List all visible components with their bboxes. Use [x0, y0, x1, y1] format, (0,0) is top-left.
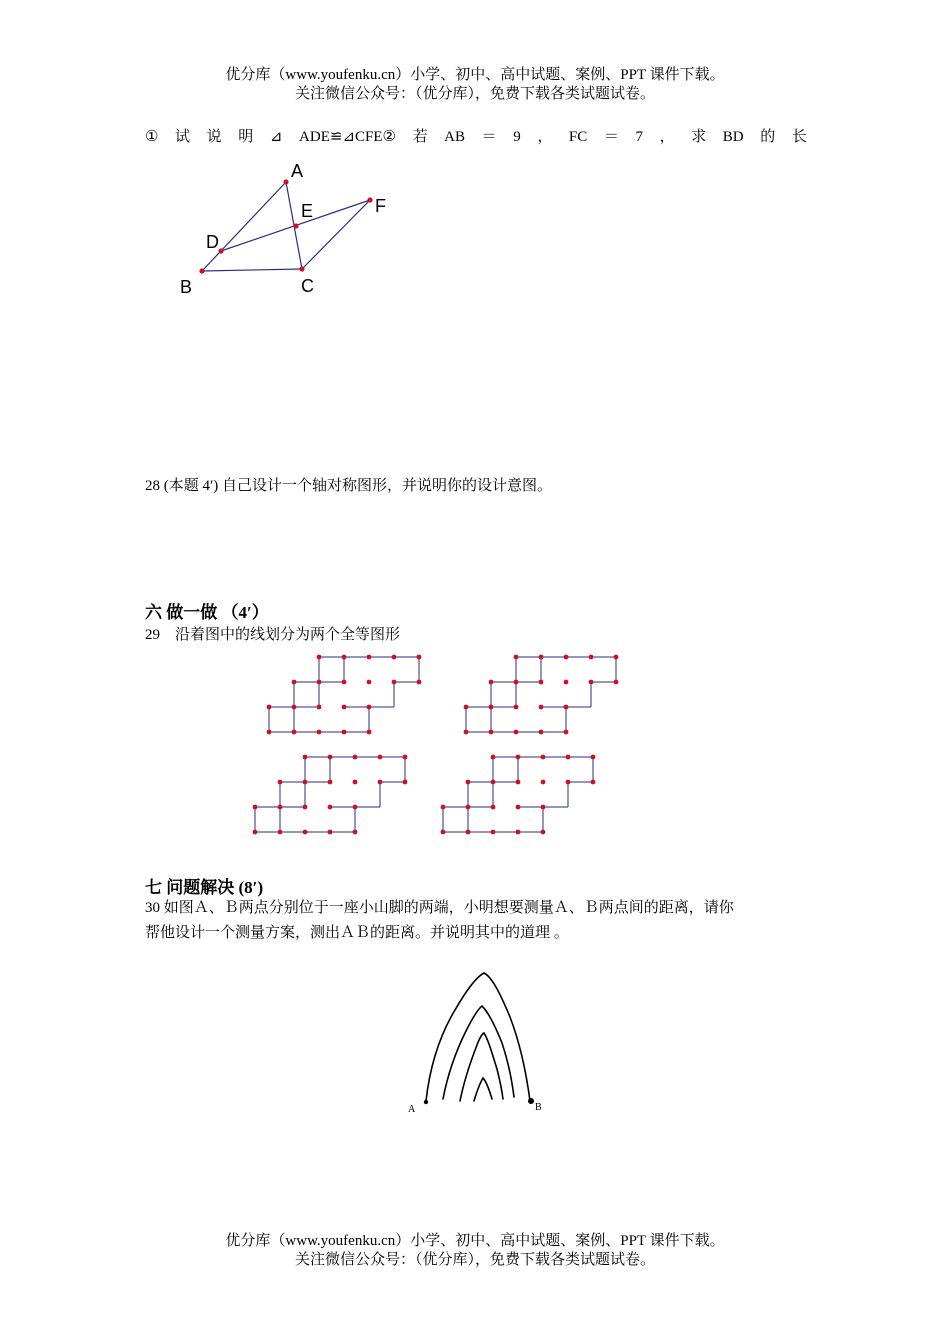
q27-token: ，: [659, 129, 675, 145]
grid-dot: [514, 680, 519, 685]
grid-dot: [514, 730, 519, 735]
grid-figures: [240, 645, 660, 845]
grid-dot: [328, 755, 333, 760]
q27-token: 求: [691, 129, 707, 145]
q27-token: ①: [145, 129, 159, 145]
grid-dot: [317, 680, 322, 685]
grid-dot: [367, 705, 372, 710]
question-29-text: 29 沿着图中的线划分为两个全等图形: [145, 627, 401, 643]
grid-dot: [539, 705, 544, 710]
q27-token: ⊿: [269, 129, 283, 145]
segment-ba: [202, 182, 286, 271]
grid-dot: [303, 830, 308, 835]
grid-dot: [539, 680, 544, 685]
q27-token: ＝: [481, 129, 497, 145]
point-a-mark: [424, 1100, 428, 1104]
q27-token: BD: [722, 129, 744, 145]
grid-dot: [564, 655, 569, 660]
q27-token: 9: [513, 129, 521, 145]
grid-dot: [328, 805, 333, 810]
contour-line-1: [426, 973, 530, 1101]
grid-dot: [392, 680, 397, 685]
grid-dot: [378, 755, 383, 760]
grid-dot: [403, 780, 408, 785]
point-e: [293, 223, 298, 228]
question-30-line-1: 30 如图Ａ、Ｂ两点分别位于一座小山脚的两端，小明想要测量Ａ、Ｂ两点间的距离，请你: [145, 900, 734, 916]
grid-dot: [541, 780, 546, 785]
grid-dot: [491, 830, 496, 835]
section-7-heading: 七 问题解决 (8′): [145, 878, 264, 897]
grid-dot: [489, 730, 494, 735]
grid-dot: [353, 780, 358, 785]
grid-dot: [353, 755, 358, 760]
grid-dot: [539, 730, 544, 735]
q27-token: FC: [568, 129, 588, 145]
grid-dot: [441, 805, 446, 810]
q27-token: 试: [175, 129, 191, 145]
mountain-figure: [400, 965, 560, 1125]
grid-dot: [589, 655, 594, 660]
grid-dot: [614, 655, 619, 660]
grid-dot: [367, 655, 372, 660]
grid-dot: [489, 705, 494, 710]
grid-dot: [514, 705, 519, 710]
label-c: C: [301, 276, 314, 296]
grid-dot: [292, 705, 297, 710]
point-b-mark: [528, 1098, 534, 1104]
grid-dot: [303, 755, 308, 760]
grid-dot: [303, 805, 308, 810]
triangle-figure: [170, 155, 410, 305]
grid-dot: [564, 680, 569, 685]
label-d: D: [206, 232, 219, 252]
contour-line-2: [443, 1006, 514, 1099]
grid-dot: [466, 780, 471, 785]
grid-dot: [378, 780, 383, 785]
footer-line-2: 关注微信公众号：（优分库），免费下载各类试题试卷。: [294, 1252, 655, 1268]
grid-shape-2: [464, 655, 619, 735]
contour-line-3: [460, 1033, 503, 1101]
q27-token: 明: [238, 129, 254, 145]
grid-shape-4: [441, 755, 596, 835]
q27-token: ，: [537, 129, 553, 145]
grid-dot: [317, 705, 322, 710]
grid-dot: [591, 755, 596, 760]
label-f: F: [375, 196, 386, 216]
point-b: [199, 268, 204, 273]
grid-dot: [491, 805, 496, 810]
grid-dot: [292, 680, 297, 685]
grid-dot: [516, 830, 521, 835]
mountain-label-a: A: [408, 1104, 416, 1115]
grid-dot: [516, 755, 521, 760]
mountain-label-b: B: [535, 1102, 542, 1113]
grid-dot: [253, 830, 258, 835]
grid-dot: [367, 680, 372, 685]
grid-dot: [516, 780, 521, 785]
question-27-text: [145, 127, 807, 147]
grid-dot: [417, 680, 422, 685]
grid-dot: [417, 655, 422, 660]
grid-dot: [267, 705, 272, 710]
point-f: [367, 197, 372, 202]
grid-dot: [403, 755, 408, 760]
grid-dot: [541, 805, 546, 810]
segment-bc: [202, 269, 302, 271]
grid-dot: [342, 655, 347, 660]
grid-dot: [253, 805, 258, 810]
grid-dot: [441, 830, 446, 835]
grid-dot: [539, 655, 544, 660]
q27-token: ＝: [603, 129, 619, 145]
q27-token: 说: [206, 129, 222, 145]
grid-dot: [342, 680, 347, 685]
point-c: [299, 266, 304, 271]
header-line-1: 优分库（www.youfenku.cn）小学、初中、高中试题、案例、PPT 课件下载。: [225, 67, 725, 83]
grid-dot: [353, 830, 358, 835]
grid-dot: [303, 780, 308, 785]
grid-dot: [353, 805, 358, 810]
grid-dot: [328, 830, 333, 835]
grid-dot: [292, 730, 297, 735]
point-d: [218, 248, 223, 253]
point-a: [283, 179, 288, 184]
grid-dot: [566, 780, 571, 785]
grid-dot: [342, 705, 347, 710]
label-e: E: [301, 201, 314, 221]
grid-dot: [392, 655, 397, 660]
grid-dot: [328, 780, 333, 785]
q27-token: ADE≌⊿CFE②: [299, 129, 396, 145]
grid-dot: [564, 730, 569, 735]
grid-dot: [466, 805, 471, 810]
grid-dot: [317, 730, 322, 735]
grid-dot: [367, 730, 372, 735]
label-b: B: [180, 277, 193, 297]
q27-token: 长: [791, 129, 807, 145]
grid-dot: [489, 680, 494, 685]
grid-shape-3: [253, 755, 408, 835]
q27-token: 7: [635, 129, 643, 145]
grid-dot: [564, 705, 569, 710]
grid-dot: [342, 730, 347, 735]
grid-dot: [589, 680, 594, 685]
grid-dot: [317, 655, 322, 660]
grid-dot: [278, 780, 283, 785]
grid-dot: [541, 830, 546, 835]
label-a: A: [291, 161, 304, 181]
grid-dot: [491, 755, 496, 760]
q27-token: 若: [412, 129, 428, 145]
grid-dot: [267, 730, 272, 735]
grid-dot: [466, 830, 471, 835]
grid-dot: [614, 680, 619, 685]
grid-dot: [491, 780, 496, 785]
footer-line-1: 优分库（www.youfenku.cn）小学、初中、高中试题、案例、PPT 课件下载。: [225, 1233, 725, 1249]
contour-line-4: [474, 1078, 492, 1101]
header-line-2: 关注微信公众号：（优分库），免费下载各类试题试卷。: [294, 86, 655, 102]
section-6-heading: 六 做一做 （4′）: [145, 603, 269, 622]
question-28-text: 28 (本题 4′) 自己设计一个轴对称图形，并说明你的设计意图。: [145, 478, 553, 494]
question-30-line-2: 帮他设计一个测量方案，测出ＡＢ的距离。并说明其中的道理 。: [145, 925, 569, 941]
grid-dot: [591, 780, 596, 785]
q27-token: 的: [760, 129, 776, 145]
grid-dot: [514, 655, 519, 660]
grid-shape-1: [267, 655, 422, 735]
grid-dot: [566, 755, 571, 760]
grid-dot: [464, 705, 469, 710]
grid-dot: [278, 805, 283, 810]
q27-token: AB: [444, 129, 466, 145]
grid-dot: [278, 830, 283, 835]
grid-dot: [464, 730, 469, 735]
grid-dot: [516, 805, 521, 810]
grid-dot: [541, 755, 546, 760]
